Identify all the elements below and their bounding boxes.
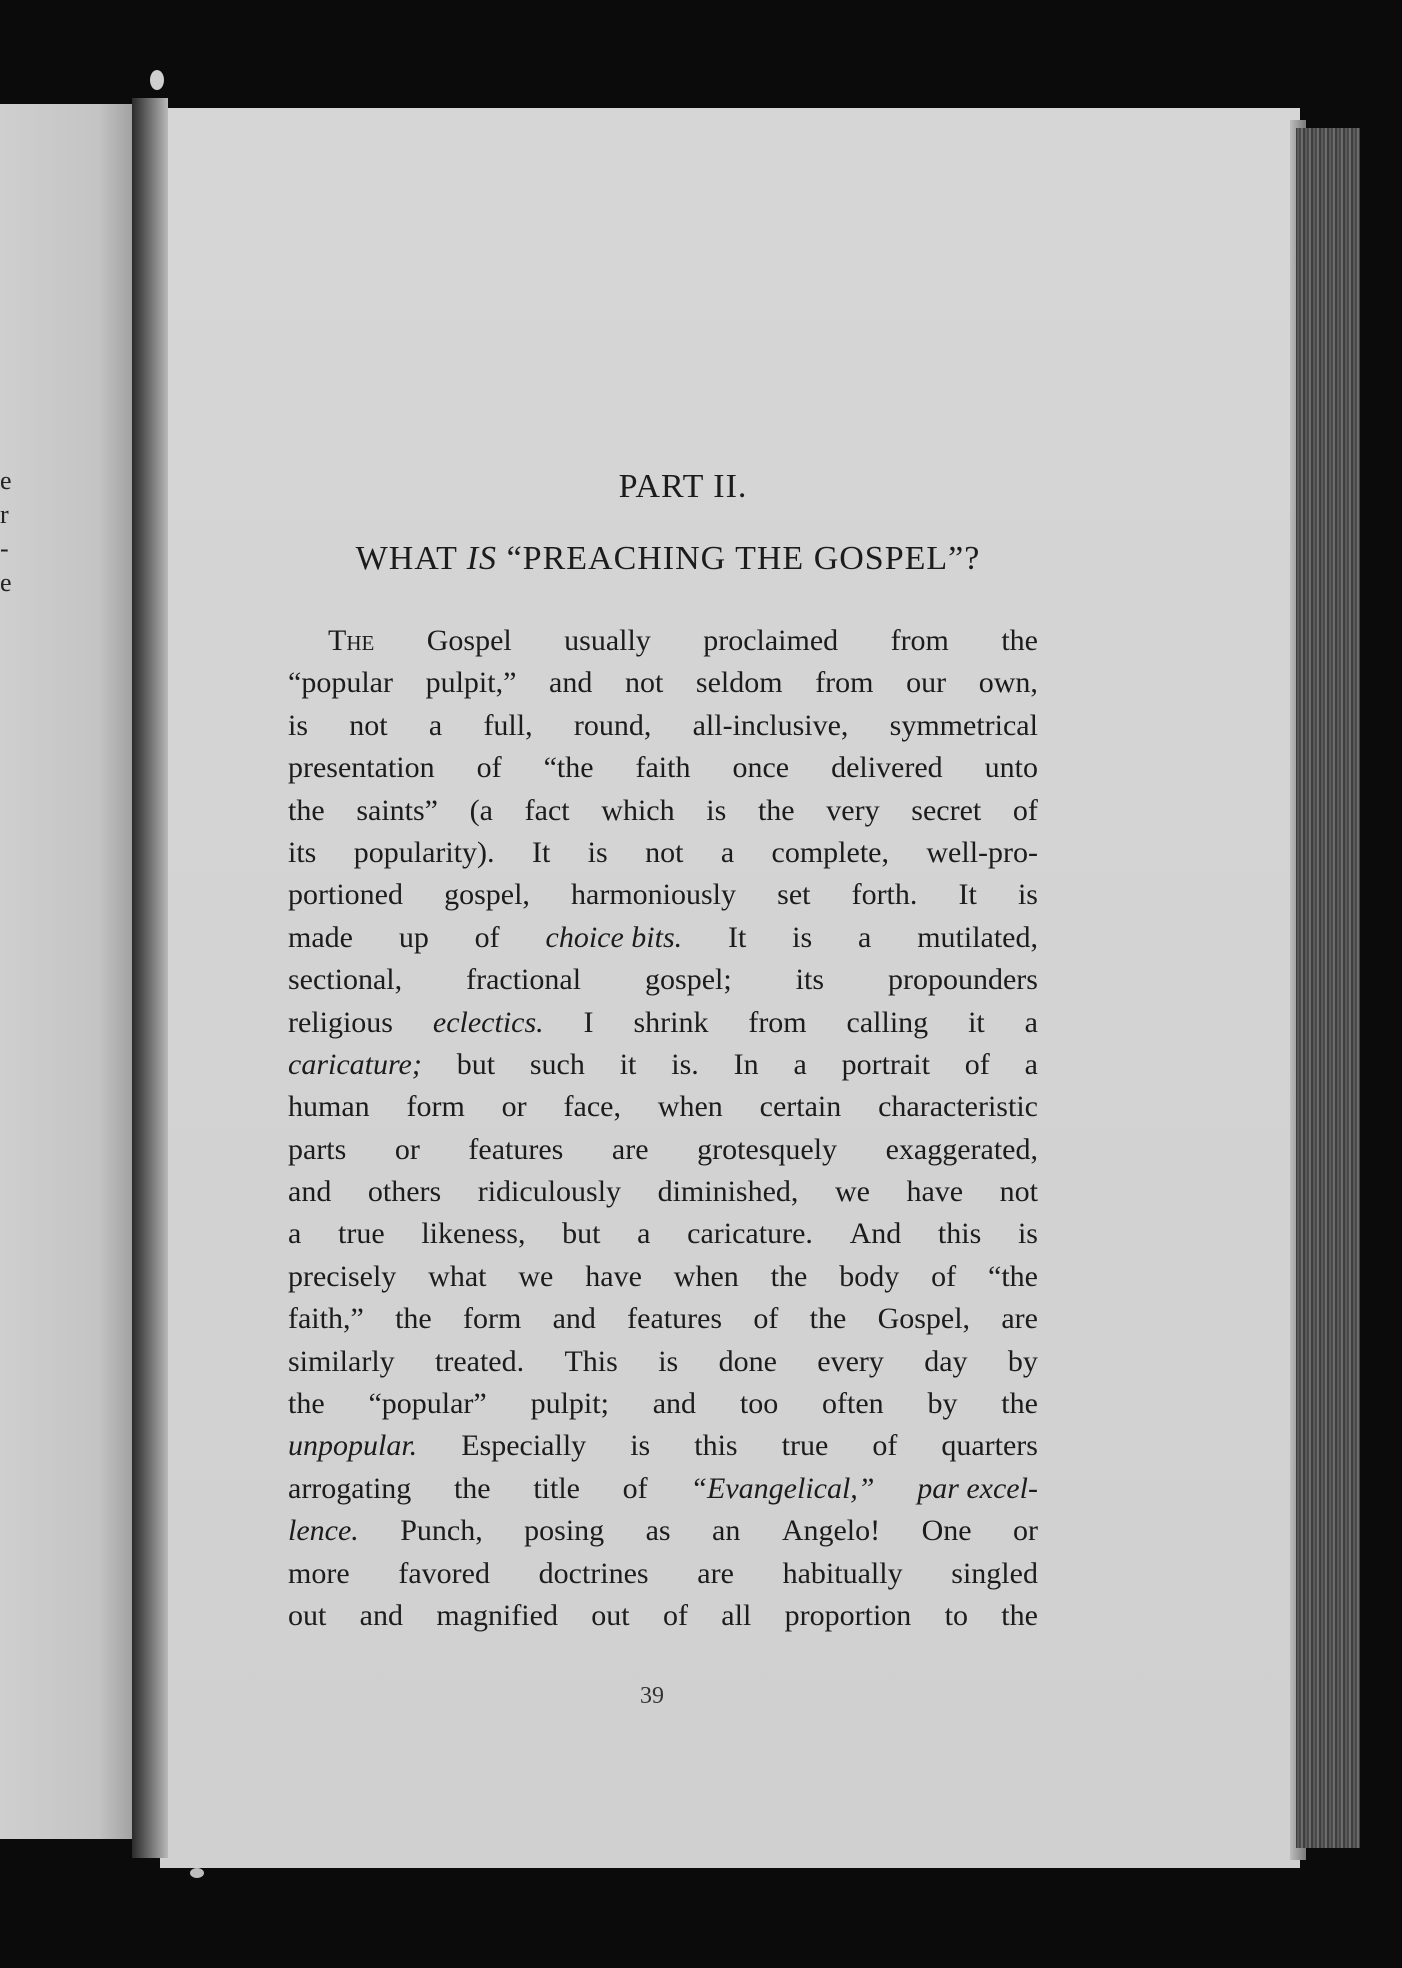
word: not	[645, 835, 684, 869]
word: Punch,	[400, 1514, 483, 1548]
word: arrogating	[288, 1471, 412, 1505]
text-line	[288, 874, 1038, 916]
word: features	[468, 1132, 564, 1166]
word: posing	[524, 1514, 605, 1548]
word: of	[622, 1471, 648, 1505]
word: are	[611, 1132, 649, 1166]
word: features	[627, 1302, 723, 1336]
word: magnified	[436, 1598, 558, 1632]
word: very	[826, 793, 880, 827]
word: lence.	[288, 1514, 359, 1548]
word: usually	[564, 624, 651, 657]
word: of	[931, 1259, 957, 1293]
text-line	[288, 620, 1038, 662]
word: In	[733, 1047, 759, 1081]
word: true	[338, 1217, 385, 1251]
text-line	[288, 1425, 1038, 1467]
word: day	[924, 1344, 968, 1378]
word: symmetrical	[889, 708, 1038, 742]
word: but	[562, 1217, 601, 1251]
word: have	[906, 1175, 964, 1209]
word: It	[727, 920, 747, 954]
word: precisely	[288, 1259, 397, 1293]
facing-page-mark: e	[0, 568, 12, 597]
word: and	[652, 1387, 697, 1421]
word: are	[1001, 1302, 1038, 1336]
body-text	[288, 620, 1038, 1637]
word: often	[822, 1387, 884, 1421]
word: when	[657, 1090, 723, 1124]
word: “popular	[288, 666, 393, 700]
word: religious	[288, 1005, 393, 1039]
word: to	[944, 1598, 968, 1632]
word: the	[809, 1302, 847, 1336]
word: too	[739, 1387, 779, 1421]
word: the	[1001, 1387, 1038, 1421]
text-line	[288, 790, 1038, 832]
word: calling	[846, 1005, 929, 1039]
word: is	[630, 1429, 651, 1463]
word: this	[694, 1429, 738, 1463]
word: and	[359, 1598, 403, 1632]
word: likeness,	[421, 1217, 526, 1251]
word: One	[921, 1514, 972, 1548]
word: pulpit,”	[425, 666, 517, 700]
word: done	[718, 1344, 777, 1378]
text-line	[288, 1213, 1038, 1255]
word: not	[999, 1175, 1038, 1209]
word: mutilated,	[917, 920, 1038, 954]
word: of	[964, 1047, 990, 1081]
word: the	[395, 1302, 432, 1336]
word: every	[817, 1344, 884, 1378]
word: the	[757, 793, 795, 827]
chapter-heading-emphasis: IS	[466, 540, 498, 577]
word: “the	[543, 751, 594, 785]
word: shrink	[633, 1005, 709, 1039]
word: not	[349, 708, 388, 742]
word: “the	[988, 1259, 1038, 1293]
text-line	[288, 832, 1038, 874]
word: a	[1024, 1005, 1038, 1039]
binding-gutter	[132, 98, 168, 1858]
part-heading: PART II.	[618, 468, 748, 505]
text-line	[288, 1510, 1038, 1552]
word: well-pro-	[926, 835, 1038, 869]
word: the	[288, 793, 325, 827]
facing-page-mark: -	[0, 534, 9, 563]
word: and	[549, 666, 593, 700]
word: a	[793, 1047, 807, 1081]
word: caricature;	[288, 1047, 422, 1081]
word: unpopular.	[288, 1429, 418, 1463]
word: characteristic	[878, 1090, 1038, 1124]
word: but	[456, 1047, 496, 1081]
word: saints”	[356, 793, 438, 827]
word: the	[1001, 1598, 1038, 1632]
word: portioned	[288, 878, 403, 912]
text-line	[288, 1044, 1038, 1086]
word: unto	[984, 751, 1038, 785]
word: pulpit;	[530, 1387, 609, 1421]
word: we	[518, 1259, 554, 1293]
word: is	[792, 920, 813, 954]
word: forth.	[851, 878, 918, 912]
word: body	[839, 1259, 900, 1293]
word: round,	[573, 708, 652, 742]
word: from	[815, 666, 874, 700]
word: “Evangelical,”	[690, 1471, 875, 1505]
word: form	[406, 1090, 465, 1124]
word: of	[662, 1598, 688, 1632]
word: It	[531, 835, 551, 869]
word: of	[753, 1302, 779, 1336]
word: the	[453, 1471, 491, 1505]
word: such	[529, 1047, 585, 1081]
word: of	[872, 1429, 898, 1463]
word: par excel-	[917, 1471, 1038, 1505]
word: It	[958, 878, 977, 912]
word: our	[906, 666, 947, 700]
word: eclectics.	[432, 1005, 544, 1039]
word: full,	[483, 708, 533, 742]
word: a	[720, 835, 735, 869]
word: as	[645, 1514, 671, 1548]
word: Gospel,	[877, 1302, 971, 1336]
chapter-heading	[298, 540, 1038, 578]
word: out	[288, 1598, 327, 1632]
word: exaggerated,	[885, 1132, 1038, 1166]
text-line	[288, 917, 1038, 959]
text-line	[288, 1553, 1038, 1595]
dust-speck	[150, 70, 164, 90]
word: is	[587, 835, 608, 869]
word: have	[585, 1259, 642, 1293]
word: of	[474, 920, 500, 954]
text-line	[288, 1129, 1038, 1171]
word: faith	[635, 751, 691, 785]
word: Gospel	[426, 624, 512, 657]
word: this	[937, 1217, 982, 1251]
text-line	[288, 747, 1038, 789]
word: all	[721, 1598, 752, 1632]
word: not	[624, 666, 664, 700]
word: all-inclusive,	[692, 708, 849, 742]
word: more	[288, 1556, 350, 1590]
word: caricature.	[687, 1217, 813, 1251]
word: its	[795, 963, 825, 997]
word: others	[367, 1175, 442, 1209]
word: secret	[911, 793, 982, 827]
word: favored	[398, 1556, 490, 1590]
word: diminished,	[657, 1175, 799, 1209]
word: and	[288, 1175, 332, 1209]
text-line	[288, 1171, 1038, 1213]
word: faith,”	[288, 1302, 364, 1336]
word: I	[583, 1005, 594, 1039]
word: from	[890, 624, 949, 657]
text-line	[288, 1383, 1038, 1425]
word: is.	[671, 1047, 699, 1081]
page-number: 39	[640, 1683, 664, 1709]
word: similarly	[288, 1344, 395, 1378]
facing-page-mark: r	[0, 500, 9, 529]
word: And	[849, 1217, 902, 1251]
word: a	[858, 920, 872, 954]
word: fractional	[466, 963, 582, 997]
word: are	[697, 1556, 734, 1590]
word: sectional,	[288, 963, 403, 997]
word: which	[601, 793, 675, 827]
word: gospel;	[645, 963, 732, 997]
word: an	[712, 1514, 741, 1548]
word: harmoniously	[571, 878, 737, 912]
word: propounders	[887, 963, 1038, 997]
word: face,	[563, 1090, 621, 1124]
facing-page	[0, 104, 140, 1839]
word: habitually	[782, 1556, 903, 1590]
word: or	[394, 1132, 420, 1166]
word: ridiculously	[477, 1175, 622, 1209]
text-line	[288, 1086, 1038, 1128]
word: is	[706, 793, 727, 827]
word: by	[927, 1387, 958, 1421]
word: proclaimed	[703, 624, 839, 657]
word: the	[288, 1387, 325, 1421]
text-line	[288, 1595, 1038, 1637]
word: a	[288, 1217, 302, 1251]
word: form	[462, 1302, 522, 1336]
word: it	[968, 1005, 985, 1039]
word: complete,	[771, 835, 889, 869]
word: and	[552, 1302, 596, 1336]
word: when	[673, 1259, 739, 1293]
word: gospel,	[444, 878, 530, 912]
word: of	[1012, 793, 1038, 827]
word: is	[658, 1344, 679, 1378]
facing-page-mark: e	[0, 466, 12, 495]
fore-edge	[1296, 128, 1360, 1848]
word: The	[328, 624, 375, 657]
word: popularity).	[353, 835, 495, 869]
word: true	[781, 1429, 829, 1463]
word: of	[476, 751, 502, 785]
text-line	[288, 1002, 1038, 1044]
word: title	[533, 1471, 580, 1505]
word: a	[637, 1217, 651, 1251]
text-line	[288, 1256, 1038, 1298]
text-line	[288, 1341, 1038, 1383]
word: a	[1024, 1047, 1038, 1081]
word: is	[288, 708, 309, 742]
word: presentation	[288, 751, 435, 785]
word: quarters	[941, 1429, 1038, 1463]
facing-page-marks	[0, 464, 10, 600]
word: out	[591, 1598, 630, 1632]
word: “popular”	[368, 1387, 487, 1421]
dust-speck	[190, 1868, 204, 1878]
word: or	[1012, 1514, 1038, 1548]
word: by	[1007, 1344, 1038, 1378]
word: up	[398, 920, 429, 954]
word: proportion	[784, 1598, 912, 1632]
word: This	[564, 1344, 618, 1378]
word: (a	[469, 793, 493, 827]
word: is	[1017, 878, 1038, 912]
word: grotesquely	[697, 1132, 838, 1166]
word: fact	[524, 793, 570, 827]
word: or	[501, 1090, 527, 1124]
word: own,	[978, 666, 1038, 700]
word: certain	[759, 1090, 842, 1124]
word: seldom	[695, 666, 783, 700]
word: we	[834, 1175, 870, 1209]
word: its	[288, 835, 317, 869]
word: parts	[288, 1132, 347, 1166]
word: the	[770, 1259, 808, 1293]
chapter-heading-after: “PREACHING THE GOSPEL”?	[497, 540, 981, 577]
text-line	[288, 1468, 1038, 1510]
word: Angelo!	[781, 1514, 881, 1548]
word: once	[732, 751, 790, 785]
text-line	[288, 662, 1038, 704]
text-line	[288, 959, 1038, 1001]
text-line	[288, 705, 1038, 747]
word: is	[1017, 1217, 1038, 1251]
text-line	[288, 1298, 1038, 1340]
word: set	[777, 878, 811, 912]
chapter-heading-before: WHAT	[355, 540, 467, 577]
word: it	[619, 1047, 637, 1081]
word: doctrines	[538, 1556, 649, 1590]
word: singled	[951, 1556, 1038, 1590]
word: treated.	[435, 1344, 525, 1378]
word: a	[428, 708, 443, 742]
word: from	[748, 1005, 807, 1039]
word: portrait	[841, 1047, 930, 1081]
word: the	[1001, 624, 1038, 657]
word: human	[288, 1090, 370, 1124]
word: Especially	[461, 1429, 587, 1463]
word: choice bits.	[545, 920, 683, 954]
word: delivered	[831, 751, 943, 785]
page-content	[288, 468, 1038, 1637]
word: what	[428, 1259, 487, 1293]
word: made	[288, 920, 353, 954]
